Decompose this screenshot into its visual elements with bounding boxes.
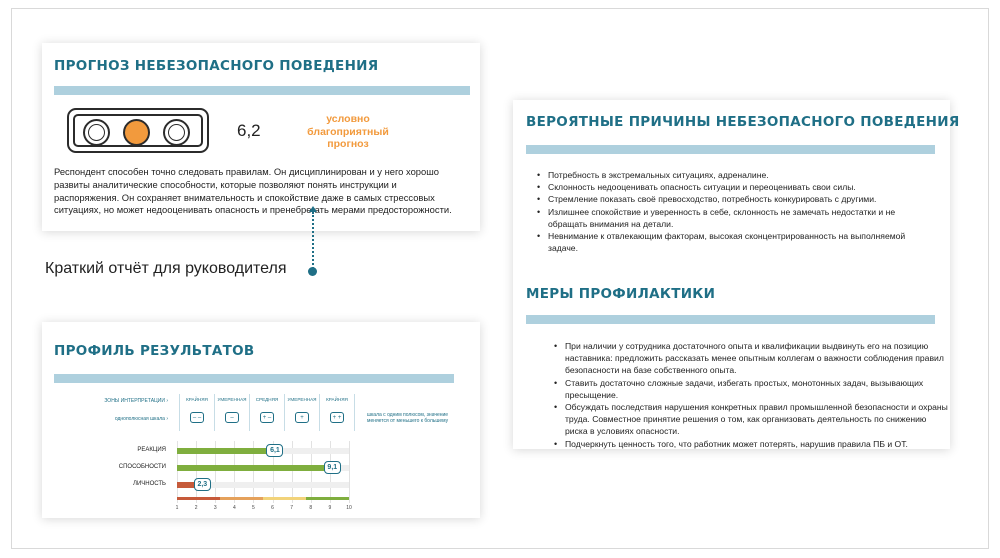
causes-title: ВЕРОЯТНЫЕ ПРИЧИНЫ НЕБЕЗОПАСНОГО ПОВЕДЕНИЯ (526, 114, 960, 130)
zone-average: СРЕДНЯЯ (255, 397, 279, 402)
axis-tick-label: 3 (213, 505, 217, 511)
title-underline-bar (54, 374, 454, 383)
zone-symbol-icon: – (225, 412, 239, 423)
zone-extreme-low: КРАЙНЯЯ (186, 397, 208, 402)
zone-moderate-high: УМЕРЕННАЯ (287, 397, 317, 402)
title-underline-bar (526, 315, 935, 324)
callout-connector (312, 212, 314, 269)
zone-symbol-icon: – – (190, 412, 204, 423)
value-marker-reaction: 6,1 (266, 444, 283, 457)
title-underline-bar (526, 145, 935, 154)
axis-tick-label: 2 (194, 505, 198, 511)
axis-segment-mid (263, 497, 306, 500)
forecast-title: ПРОГНОЗ НЕБЕЗОПАСНОГО ПОВЕДЕНИЯ (54, 58, 379, 74)
list-item: • Склонность недооценивать опасность ситуации и переоценивать свои силы. (548, 181, 928, 193)
row-label-personality: ЛИЧНОСТЬ (133, 481, 166, 487)
scale-label: однополюсная шкала › (114, 416, 168, 422)
axis-segment-mid-low (220, 497, 263, 500)
row-label-reaction: РЕАКЦИЯ (137, 447, 166, 453)
axis-tick-label: 5 (252, 505, 255, 511)
zone-moderate-low: УМЕРЕННАЯ (217, 397, 247, 402)
axis-segment-low (177, 497, 220, 500)
forecast-card (42, 43, 480, 231)
axis-tick-label: 6 (271, 505, 274, 511)
axis-tick-label: 9 (328, 505, 332, 511)
forecast-verdict: условно благоприятный прогноз (307, 113, 389, 150)
profile-title: ПРОФИЛЬ РЕЗУЛЬТАТОВ (54, 343, 255, 359)
zone-symbol-icon: + – (260, 412, 274, 423)
bar-fill-reaction (177, 448, 274, 454)
list-item: • Невнимание к отвлекающим факторам, высокая сконцентрированность на выполняемой задаче. (548, 230, 928, 254)
list-item: • Подчеркнуть ценность того, что работник может потерять, нарушив правила ПБ и ОТ. (565, 438, 950, 450)
row-label-abilities: СПОСОБНОСТИ (118, 464, 166, 470)
forecast-description: Респондент способен точно следовать правилам. Он дисциплинирован и у него хорошо развиты аналитические способности, которые позволяют понять инструкции и распоряжения. Он сохраняет внимательность и спокойствие даже в самых стрессовых ситуациях, но может недооценивать опасность и пренебрегать мерами предосторожности. (54, 166, 452, 216)
axis-tick-label: 10 (346, 505, 352, 511)
bar-track-reaction (177, 448, 349, 454)
profile-card (42, 322, 480, 518)
list-item: • Обсуждать последствия нарушения конкретных правил промышленной безопасности и охраны труда. Совместное принятие решения о том, как организовать деятельность по снижению риска в условиях опасности. (565, 401, 950, 438)
bar-fill-abilities (177, 465, 332, 471)
scale-note: шкала с одним полюсом, значение меняется от меньшего к большему (367, 412, 449, 424)
value-marker-abilities: 9,1 (324, 461, 341, 474)
list-item: • Стремление показать своё превосходство, потребность конкурировать с другими. (548, 193, 928, 205)
forecast-score: 6,2 (237, 121, 261, 140)
zone-extreme-high: КРАЙНЯЯ (326, 397, 348, 402)
axis-tick-label: 4 (232, 505, 236, 511)
prevention-title: МЕРЫ ПРОФИЛАКТИКИ (526, 286, 716, 302)
axis-tick-label: 8 (309, 505, 313, 511)
grid-line (349, 441, 350, 503)
value-marker-personality: 2,3 (194, 478, 211, 491)
lamp-left (83, 119, 110, 146)
list-item: • Потребность в экстремальных ситуациях, адреналине. (548, 169, 928, 181)
zones-label: ЗОНЫ ИНТЕРПРЕТАЦИИ › (104, 398, 168, 404)
list-item: • Излишнее спокойствие и уверенность в себе, склонность не замечать недостатки и не обращать внимания на детали. (548, 206, 928, 230)
axis-tick-label: 7 (290, 505, 294, 511)
list-item: • Ставить достаточно сложные задачи, избегать простых, монотонных задач, вызывающих пресыщение. (565, 377, 950, 401)
prevention-list (552, 340, 950, 450)
axis-segment-high (306, 497, 349, 500)
zone-symbol-icon: + + (330, 412, 344, 423)
title-underline-bar (54, 86, 470, 95)
callout-dot (308, 267, 317, 276)
traffic-light-icon (67, 108, 209, 153)
causes-card (513, 100, 960, 449)
lamp-middle-active (123, 119, 150, 146)
zone-divider (354, 394, 355, 431)
causes-list (535, 169, 928, 254)
callout-label: Краткий отчёт для руководителя (45, 260, 287, 277)
lamp-right (163, 119, 190, 146)
axis-tick-label: 1 (175, 505, 179, 511)
zone-symbol-icon: + (295, 412, 309, 423)
list-item: • При наличии у сотрудника достаточного опыта и квалификации выдвинуть его на позицию наставника: предложить рассказать менее опытным коллегам о важности соблюдения правил безопасности на базе собственного опыта. (565, 340, 950, 377)
